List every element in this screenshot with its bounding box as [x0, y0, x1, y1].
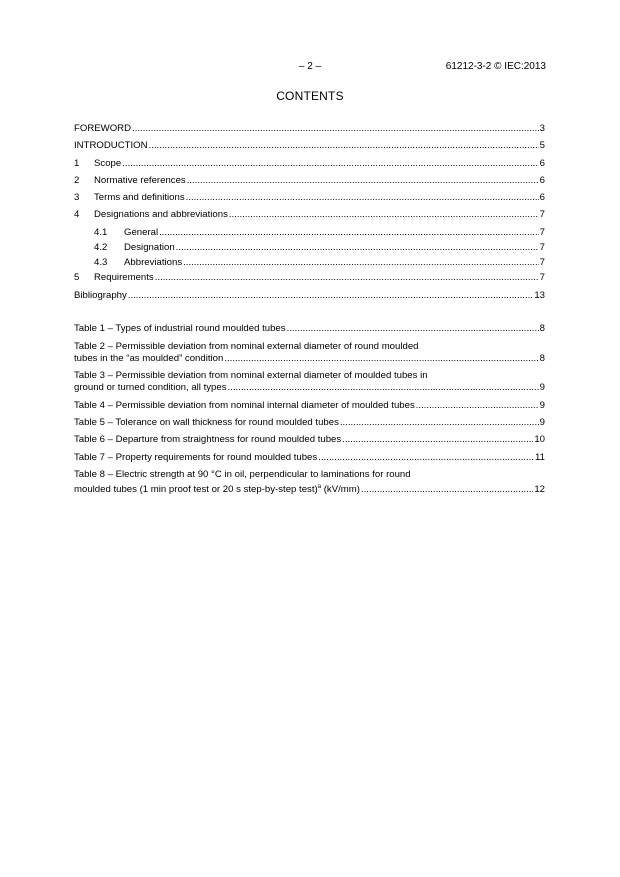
toc-entry-page: 6 [539, 192, 545, 203]
table-entry-label-unit: (kV/mm) [321, 484, 360, 495]
toc-entry-number: 4 [74, 209, 80, 220]
toc-entry-scope[interactable] [74, 158, 545, 170]
toc-entry-label: Scope [94, 158, 122, 169]
table-entry-page: 8 [539, 323, 545, 334]
toc-entry-page: 7 [539, 227, 545, 238]
page-number: – 2 – [298, 61, 322, 72]
table-entry-label-line1: Table 2 – Permissible deviation from nominal external diameter of round moulded [74, 341, 419, 352]
toc-entry-bibliography[interactable] [74, 290, 545, 302]
dot-leader [122, 158, 538, 170]
toc-entry-label: Normative references [94, 175, 186, 186]
toc-entry-page: 3 [539, 123, 545, 134]
table-entry-page: 9 [539, 417, 545, 428]
toc-entry-number: 5 [74, 272, 80, 283]
table-entry-label: Table 5 – Tolerance on wall thickness for round moulded tubes [74, 417, 339, 428]
toc-entry-designation[interactable] [74, 242, 545, 254]
dot-leader [229, 209, 539, 221]
toc-entry-introduction[interactable] [74, 140, 545, 152]
dot-leader [186, 192, 539, 204]
dot-leader [287, 323, 539, 335]
toc-entry-page: 6 [539, 175, 545, 186]
toc-entry-label: General [124, 227, 159, 238]
footnote-marker: a [317, 484, 322, 490]
table-entry-1[interactable] [74, 323, 545, 335]
table-entry-5[interactable] [74, 417, 545, 429]
table-entry-label: Table 7 – Property requirements for round moulded tubes [74, 452, 318, 463]
toc-entry-page: 7 [539, 209, 545, 220]
toc-entry-page: 7 [539, 257, 545, 268]
toc-entry-page: 13 [534, 290, 545, 301]
dot-leader [361, 484, 533, 496]
toc-entry-number: 1 [74, 158, 80, 169]
dot-leader [228, 382, 539, 394]
toc-entry-label: FOREWORD [74, 123, 132, 134]
table-entry-label: Table 4 – Permissible deviation from nominal internal diameter of moulded tubes [74, 400, 415, 411]
table-entry-label-line2: ground or turned condition, all types [74, 382, 227, 393]
dot-leader [155, 272, 539, 284]
toc-entry-general[interactable] [74, 227, 545, 239]
toc-entry-page: 7 [539, 242, 545, 253]
toc-entry-page: 5 [539, 140, 545, 151]
table-entry-page: 9 [539, 382, 545, 393]
toc-entry-abbreviations[interactable] [74, 257, 545, 269]
toc-entry-number: 2 [74, 175, 80, 186]
toc-entry-requirements[interactable] [74, 272, 545, 284]
table-entry-label: Table 1 – Types of industrial round moulded tubes [74, 323, 286, 334]
dot-leader [342, 434, 533, 446]
table-entry-label-line1: Table 3 – Permissible deviation from nominal external diameter of moulded tubes in [74, 370, 428, 381]
dot-leader [176, 242, 539, 254]
dot-leader [132, 123, 539, 135]
toc-entry-page: 6 [539, 158, 545, 169]
table-entry-6[interactable] [74, 434, 545, 446]
dot-leader [340, 417, 539, 429]
dot-leader [128, 290, 534, 302]
toc-entry-terms-definitions[interactable] [74, 192, 545, 204]
dot-leader [318, 452, 534, 464]
table-entry-page: 12 [534, 484, 545, 495]
table-entry-label: Table 6 – Departure from straightness for round moulded tubes [74, 434, 342, 445]
dot-leader [183, 257, 539, 269]
toc-entry-label: Designations and abbreviations [94, 209, 228, 220]
toc-entry-number: 4.3 [94, 257, 108, 268]
toc-entry-number: 4.2 [94, 242, 108, 253]
toc-entry-label: Designation [124, 242, 175, 253]
toc-entry-designations[interactable] [74, 209, 545, 221]
table-entry-page: 8 [539, 353, 545, 364]
toc-entry-label: Abbreviations [124, 257, 183, 268]
toc-entry-label: Requirements [94, 272, 154, 283]
toc-entry-label: Terms and definitions [94, 192, 185, 203]
table-entry-7[interactable] [74, 452, 545, 464]
toc-entry-number: 4.1 [94, 227, 108, 238]
dot-leader [187, 175, 539, 187]
toc-entry-number: 3 [74, 192, 80, 203]
toc-entry-page: 7 [539, 272, 545, 283]
table-entry-2[interactable] [74, 341, 545, 365]
dot-leader [149, 140, 539, 152]
dot-leader [159, 227, 539, 239]
page-title: CONTENTS [276, 89, 344, 103]
table-entry-label-text: moulded tubes (1 min proof test or 20 s step-by-step test) [74, 484, 318, 495]
toc-entry-label: Bibliography [74, 290, 127, 301]
dot-leader [416, 400, 539, 412]
table-entry-page: 11 [535, 452, 545, 463]
toc-entry-normative-references[interactable] [74, 175, 545, 187]
table-entry-label-line2: tubes in the “as moulded” condition [74, 353, 224, 364]
table-entry-4[interactable] [74, 400, 545, 412]
toc-entry-label: INTRODUCTION [74, 140, 148, 151]
toc-entry-foreword[interactable] [74, 123, 545, 135]
table-entry-3[interactable] [74, 370, 545, 394]
table-entry-label-line1: Table 8 – Electric strength at 90 °C in oil, perpendicular to laminations for round [74, 469, 411, 480]
document-identifier: 61212-3-2 © IEC:2013 [445, 61, 546, 72]
table-entry-8[interactable] [74, 469, 545, 496]
dot-leader [224, 353, 538, 365]
table-entry-label-line2 [74, 481, 360, 496]
table-entry-page: 9 [539, 400, 545, 411]
table-entry-page: 10 [534, 434, 545, 445]
